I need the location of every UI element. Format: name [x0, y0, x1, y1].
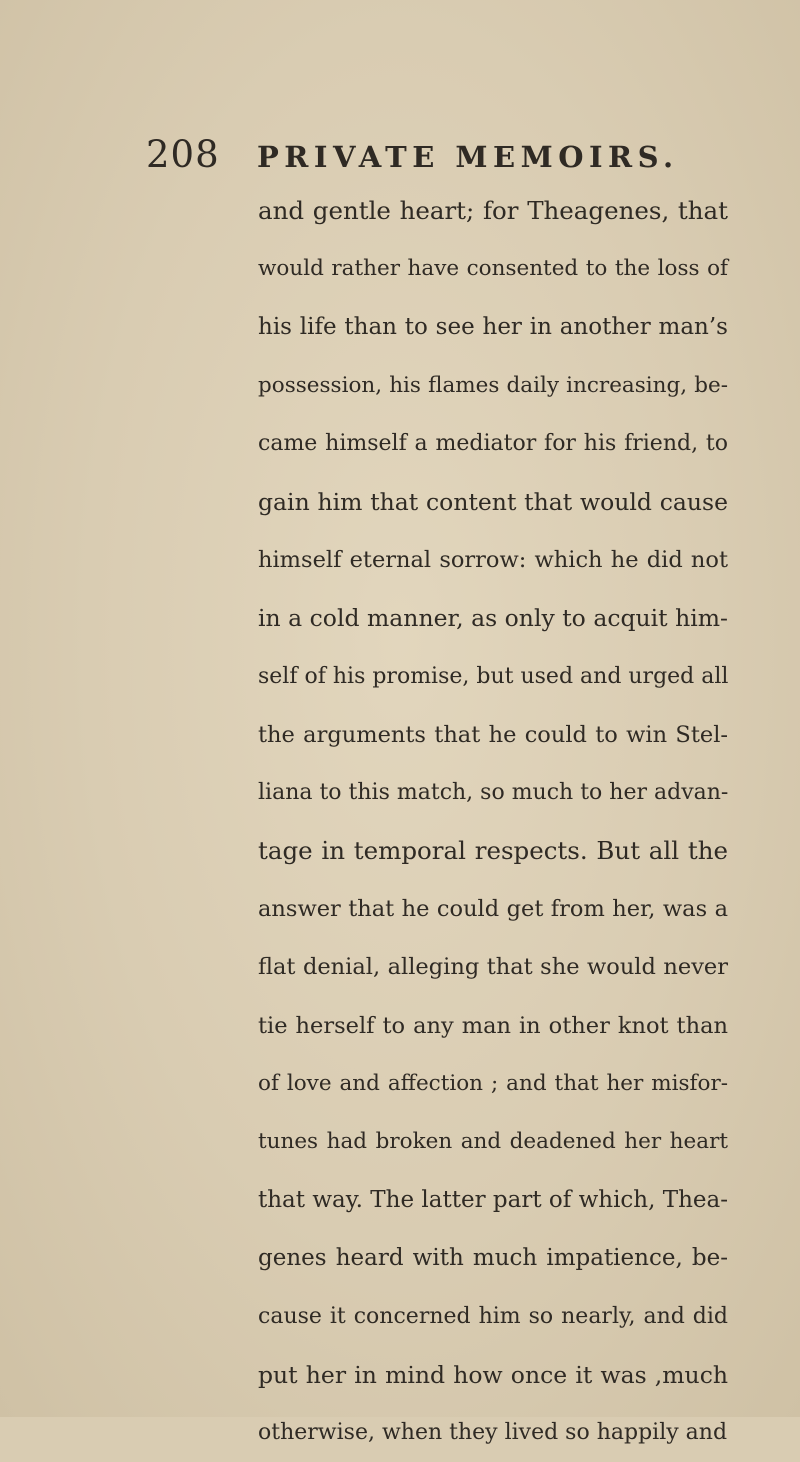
text-line: otherwise, when they lived so happily and — [258, 1419, 728, 1445]
text-line: would rather have consented to the loss of — [258, 256, 728, 282]
text-line: in a cold manner, as only to acquit him- — [258, 604, 728, 633]
text-line: and gentle heart; for Theagenes, that — [258, 196, 728, 225]
text-line: himself eternal sorrow: which he did not — [258, 547, 728, 574]
body-text — [258, 182, 728, 1462]
text-line: answer that he could get from her, was a — [258, 896, 728, 923]
text-line: came himself a mediator for his friend, to — [258, 430, 728, 456]
text-line: gain him that content that would cause — [258, 487, 728, 516]
text-line: liana to this match, so much to her advan- — [258, 779, 729, 805]
text-line: cause it concerned him so nearly, and did — [258, 1303, 728, 1329]
text-line: of love and affection ; and that her misfor- — [258, 1070, 728, 1096]
running-head: PRIVATE MEMOIRS. — [257, 140, 679, 174]
text-line: tie herself to any man in other knot than — [258, 1012, 728, 1039]
text-line: possession, his flames daily increasing, be- — [258, 372, 728, 398]
text-line: that way. The latter part of which, Thea- — [258, 1187, 728, 1214]
text-line: genes heard with much impatience, be- — [258, 1245, 728, 1272]
text-line: his life than to see her in another man’s — [258, 314, 728, 341]
text-line: put her in mind how once it was ,much — [258, 1360, 728, 1389]
page-number: 208 — [146, 133, 220, 176]
text-line: self of his promise, but used and urged all — [258, 663, 729, 689]
text-line: flat denial, alleging that she would never — [258, 954, 728, 981]
text-line: tunes had broken and deadened her heart — [258, 1129, 728, 1154]
text-line: tage in temporal respects. But all the — [258, 836, 728, 866]
page-header — [0, 130, 800, 180]
text-line: the arguments that he could to win Stel- — [258, 721, 728, 748]
